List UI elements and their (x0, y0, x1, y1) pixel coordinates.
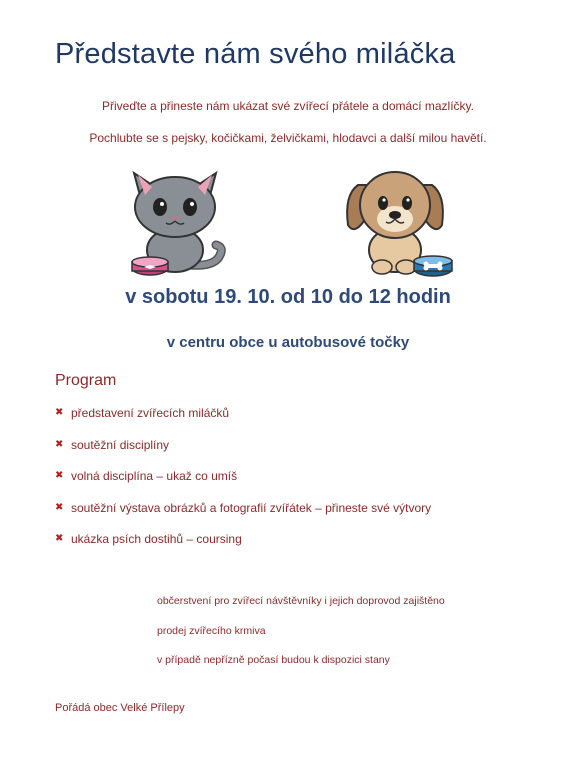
program-item-text: představení zvířecích miláčků (71, 406, 230, 420)
list-item (55, 436, 431, 468)
program-item-text: soutěžní disciplíny (71, 437, 170, 452)
note-refreshments: občerstvení pro zvířecí návštěvníky i jejich doprovod zajištěno (157, 595, 445, 607)
event-date: v sobotu 19. 10. od 10 do 12 hodin (125, 286, 451, 308)
list-item (55, 404, 431, 436)
event-place: v centru obce u autobusové točky (166, 334, 410, 351)
list-item (55, 467, 431, 499)
intro-line-1: Přiveďte a přineste nám ukázat své zvířecí přátele a domácí mazlíčky. (102, 99, 474, 113)
program-heading: Program (55, 372, 117, 389)
x-mark-icon: ✖ (55, 470, 64, 481)
cat-illustration (120, 155, 230, 285)
x-mark-icon: ✖ (55, 533, 64, 544)
intro-line-2: Pochlubte se s pejsky, kočičkami, želvičkami, hlodavci a další milou havětí. (89, 131, 487, 145)
program-item-text: soutěžní výstava obrázků a fotografií zvířátek – přineste své výtvory (71, 500, 432, 515)
organizer-line: Pořádá obec Velké Přílepy (55, 702, 185, 714)
flyer-title: Představte nám svého miláčka (55, 38, 456, 70)
program-item-text: ukázka psích dostihů – coursing (71, 532, 242, 546)
program-item-text: volná disciplína – ukaž co umíš (71, 469, 238, 483)
program-list (55, 404, 431, 562)
x-mark-icon: ✖ (55, 501, 64, 513)
note-weather: v případě nepřízně počasí budou k dispozici stany (157, 654, 390, 666)
list-item (55, 499, 431, 531)
x-mark-icon: ✖ (55, 438, 64, 450)
list-item (55, 530, 431, 562)
x-mark-icon: ✖ (55, 407, 64, 418)
dog-illustration (340, 155, 460, 285)
notes-block (157, 592, 445, 681)
note-feed-sale: prodej zvířecího krmiva (157, 624, 266, 637)
